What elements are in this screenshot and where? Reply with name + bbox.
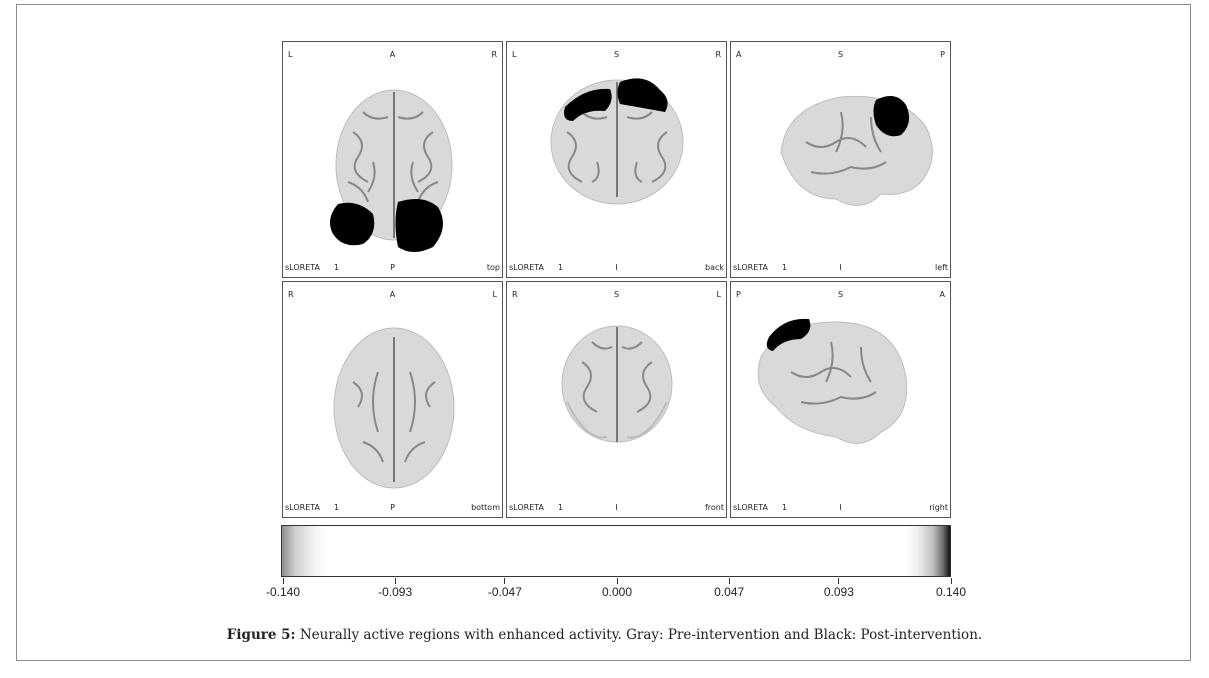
figure-caption-text: Neurally active regions with enhanced activity. Gray: Pre-intervention and Black: Post-intervention. <box>295 627 983 643</box>
colorbar-tick-label: -0.047 <box>487 585 522 599</box>
orientation-label-top-right: R <box>491 50 497 59</box>
orientation-label-top-left: R <box>512 290 518 299</box>
orientation-label-bottom-center: I <box>839 263 842 272</box>
brain-left-view-image <box>731 42 951 278</box>
colorbar-tick-label: 0.000 <box>601 585 633 599</box>
colorbar-tick-mark <box>729 578 730 584</box>
colorbar-tick-mark <box>395 578 396 584</box>
colorbar-tick-label: 0.047 <box>714 585 745 599</box>
panel-left-view <box>730 41 951 278</box>
brain-top-view-image <box>283 42 503 278</box>
index-label: 1 <box>334 263 340 272</box>
orientation-label-top-right: L <box>716 290 721 299</box>
view-name-label: back <box>704 263 724 272</box>
brain-back-view-image <box>507 42 727 278</box>
orientation-label-bottom-center: P <box>390 263 395 272</box>
colorbar-tick-mark <box>951 578 952 584</box>
orientation-label-top-center: S <box>613 50 620 59</box>
view-name-label: top <box>486 263 500 272</box>
colorbar-tick-mark <box>283 578 284 584</box>
colorbar-tick-label: -0.093 <box>378 585 413 599</box>
panel-back-view <box>506 41 727 278</box>
colorbar-tick-label: 0.140 <box>935 585 967 599</box>
brain-bottom-view-image <box>283 282 503 518</box>
view-name-label: right <box>929 503 948 512</box>
orientation-label-top-right: A <box>939 290 945 299</box>
view-name-label: bottom <box>471 503 500 512</box>
orientation-label-top-center: S <box>837 50 844 59</box>
orientation-label-top-left: A <box>736 50 742 59</box>
index-label: 1 <box>558 503 564 512</box>
colorbar-tick-mark <box>504 578 505 584</box>
colorbar-tick-label: -0.140 <box>265 585 301 599</box>
figure-label: Figure 5: <box>226 627 296 643</box>
orientation-label-top-left: P <box>736 290 741 299</box>
orientation-label-top-center: S <box>837 290 844 299</box>
method-label: sLORETA <box>285 263 320 272</box>
index-label: 1 <box>782 263 788 272</box>
colorbar <box>281 525 951 577</box>
orientation-label-top-center: A <box>389 290 396 299</box>
view-name-label: front <box>704 503 724 512</box>
orientation-label-top-right: P <box>940 50 945 59</box>
method-label: sLORETA <box>285 503 320 512</box>
panel-bottom-view <box>282 281 503 518</box>
brain-front-view-image <box>507 282 727 518</box>
orientation-label-bottom-center: P <box>390 503 395 512</box>
colorbar-tick-mark <box>838 578 839 584</box>
orientation-label-top-left: L <box>288 50 293 59</box>
index-label: 1 <box>334 503 340 512</box>
view-name-label: left <box>935 263 948 272</box>
method-label: sLORETA <box>509 503 544 512</box>
method-label: sLORETA <box>733 263 768 272</box>
orientation-label-top-right: L <box>492 290 497 299</box>
brain-right-view-image <box>731 282 951 518</box>
colorbar-tick-label: 0.093 <box>823 585 854 599</box>
colorbar-tick-mark <box>617 578 618 584</box>
orientation-label-bottom-center: I <box>615 263 618 272</box>
orientation-label-top-left: L <box>512 50 517 59</box>
orientation-label-top-left: R <box>288 290 294 299</box>
index-label: 1 <box>782 503 788 512</box>
orientation-label-bottom-center: I <box>615 503 618 512</box>
index-label: 1 <box>558 263 564 272</box>
orientation-label-bottom-center: I <box>839 503 842 512</box>
method-label: sLORETA <box>733 503 768 512</box>
panel-right-view <box>730 281 951 518</box>
panel-top-view <box>282 41 503 278</box>
orientation-label-top-center: A <box>389 50 396 59</box>
orientation-label-top-center: S <box>613 290 620 299</box>
orientation-label-top-right: R <box>715 50 721 59</box>
method-label: sLORETA <box>509 263 544 272</box>
panel-front-view <box>506 281 727 518</box>
figure-caption <box>0 627 1209 643</box>
